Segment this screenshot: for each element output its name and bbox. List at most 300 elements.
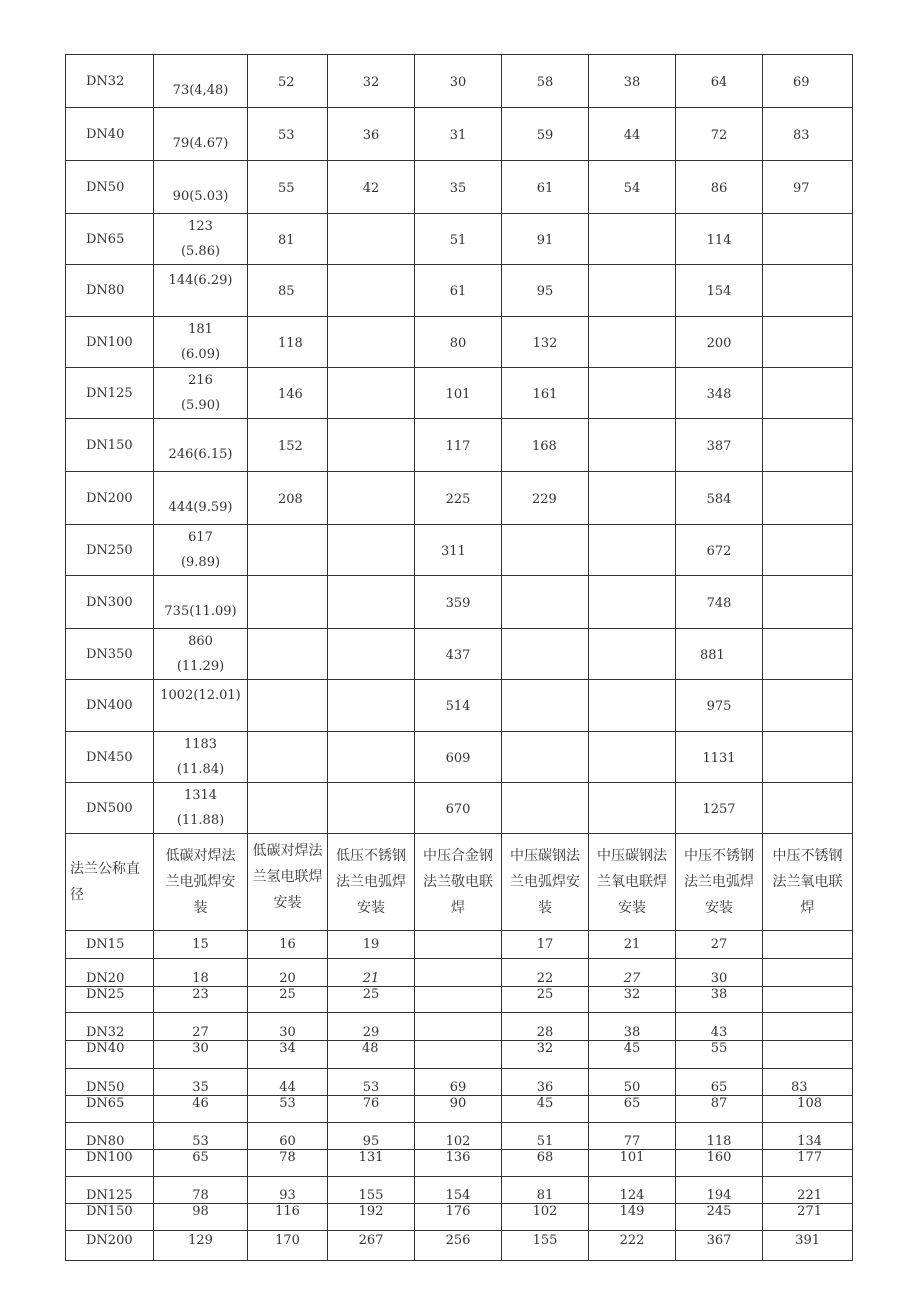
value-cell: 170 <box>248 1231 328 1261</box>
header-line: 兰电弧焊安 <box>165 874 236 890</box>
value-cell <box>328 265 415 317</box>
value-cell: 267 <box>328 1231 415 1261</box>
value-cell: 77 <box>589 1123 676 1150</box>
value-cell: 83 <box>763 108 853 161</box>
value-cell: 69 <box>415 1069 502 1096</box>
value-cell <box>154 317 248 368</box>
header-cell <box>248 834 328 931</box>
dn-cell: DN15 <box>66 931 154 959</box>
value-cell: 271 <box>763 1204 853 1231</box>
value-cell <box>502 680 589 732</box>
dn-cell: DN50 <box>66 1069 154 1096</box>
table-row <box>66 1177 853 1204</box>
header-line: 安装 <box>357 900 385 916</box>
value-cell: 1002(12.01) <box>154 680 248 732</box>
value-line: 860 <box>188 634 213 649</box>
value-cell <box>328 576 415 629</box>
value-cell: 31 <box>415 108 502 161</box>
value-cell: 246(6.15) <box>154 419 248 472</box>
value-cell: 85 <box>248 265 328 317</box>
value-cell <box>589 732 676 783</box>
header-line: 中压不锈钢 <box>684 848 754 864</box>
value-cell: 90 <box>415 1096 502 1123</box>
value-cell: 748 <box>676 576 763 629</box>
value-cell <box>502 783 589 834</box>
value-cell <box>248 629 328 680</box>
value-cell <box>763 265 853 317</box>
value-cell: 22 <box>502 959 589 987</box>
value-cell: 118 <box>676 1123 763 1150</box>
dn-cell: DN25 <box>66 987 154 1013</box>
header-line: 中压不锈钢 <box>772 848 843 864</box>
value-cell: 78 <box>154 1177 248 1204</box>
header-cell <box>763 834 853 931</box>
value-cell <box>328 317 415 368</box>
value-cell: 98 <box>154 1204 248 1231</box>
value-cell <box>763 525 853 576</box>
value-cell <box>154 783 248 834</box>
value-cell: 391 <box>763 1231 853 1261</box>
value-cell: 161 <box>502 368 589 419</box>
value-cell: 152 <box>248 419 328 472</box>
header-line: 兰氢电联焊 <box>252 869 323 885</box>
dn-cell: DN80 <box>66 1123 154 1150</box>
value-cell: 200 <box>676 317 763 368</box>
value-line: 216 <box>188 373 213 388</box>
dn-cell: DN65 <box>66 214 154 265</box>
value-cell: 34 <box>248 1041 328 1069</box>
value-line: (6.09) <box>180 347 221 362</box>
value-cell <box>589 265 676 317</box>
value-cell: 54 <box>589 161 676 214</box>
table-row <box>66 1150 853 1177</box>
value-line: 1183 <box>183 737 218 752</box>
value-cell <box>328 214 415 265</box>
value-cell <box>763 987 853 1013</box>
table-row <box>66 1041 853 1069</box>
value-line: 1314 <box>183 788 218 803</box>
value-cell: 53 <box>248 108 328 161</box>
header-line: 法兰电弧焊 <box>684 874 754 890</box>
dn-cell: DN250 <box>66 525 154 576</box>
table-row <box>66 1013 853 1041</box>
value-cell <box>763 629 853 680</box>
dn-cell: DN300 <box>66 576 154 629</box>
value-cell <box>328 419 415 472</box>
value-cell: 52 <box>248 55 328 108</box>
value-cell: 735(11.09) <box>154 576 248 629</box>
table-row <box>66 987 853 1013</box>
dn-cell: DN350 <box>66 629 154 680</box>
value-cell: 229 <box>502 472 589 525</box>
header-line: 安装 <box>618 900 646 916</box>
value-line: 617 <box>188 530 213 545</box>
column-header-row <box>66 834 853 931</box>
value-cell: 102 <box>415 1123 502 1150</box>
value-cell: 29 <box>328 1013 415 1041</box>
value-cell: 155 <box>328 1177 415 1204</box>
value-cell: 23 <box>154 987 248 1013</box>
value-cell <box>415 959 502 987</box>
value-cell <box>328 472 415 525</box>
value-cell: 975 <box>676 680 763 732</box>
table-row <box>66 525 853 576</box>
value-cell: 108 <box>763 1096 853 1123</box>
value-cell: 73(4,48) <box>154 55 248 108</box>
value-line: (5.90) <box>180 398 221 413</box>
value-cell <box>248 783 328 834</box>
value-cell <box>328 368 415 419</box>
value-cell <box>415 987 502 1013</box>
value-cell: 670 <box>415 783 502 834</box>
value-cell: 17 <box>502 931 589 959</box>
table-row <box>66 1096 853 1123</box>
value-cell <box>589 214 676 265</box>
dn-cell: DN150 <box>66 1204 154 1231</box>
value-cell: 609 <box>415 732 502 783</box>
value-cell: 116 <box>248 1204 328 1231</box>
dn-cell: DN200 <box>66 472 154 525</box>
value-cell: 208 <box>248 472 328 525</box>
flange-install-table <box>65 54 853 1261</box>
dn-cell: DN20 <box>66 959 154 987</box>
value-cell: 81 <box>502 1177 589 1204</box>
table-row <box>66 1231 853 1261</box>
value-cell <box>415 1041 502 1069</box>
value-cell: 176 <box>415 1204 502 1231</box>
value-cell: 367 <box>676 1231 763 1261</box>
value-cell: 35 <box>154 1069 248 1096</box>
value-cell: 44 <box>589 108 676 161</box>
header-line: 中压合金钢 <box>423 848 493 864</box>
value-cell: 42 <box>328 161 415 214</box>
header-line: 低碳对焊法 <box>165 848 236 864</box>
value-cell: 95 <box>328 1123 415 1150</box>
value-cell: 256 <box>415 1231 502 1261</box>
value-cell <box>248 525 328 576</box>
value-cell <box>589 680 676 732</box>
value-cell: 79(4.67) <box>154 108 248 161</box>
value-cell: 19 <box>328 931 415 959</box>
value-cell: 114 <box>676 214 763 265</box>
table-row <box>66 576 853 629</box>
value-cell <box>502 629 589 680</box>
value-cell: 16 <box>248 931 328 959</box>
value-cell <box>589 419 676 472</box>
dn-cell: DN450 <box>66 732 154 783</box>
value-cell: 101 <box>589 1150 676 1177</box>
value-cell: 1131 <box>676 732 763 783</box>
value-cell: 27 <box>676 931 763 959</box>
value-cell: 437 <box>415 629 502 680</box>
value-cell: 311 <box>415 525 502 576</box>
value-cell <box>763 680 853 732</box>
value-cell: 64 <box>676 55 763 108</box>
value-cell: 50 <box>589 1069 676 1096</box>
value-cell: 83 <box>763 1069 853 1096</box>
value-cell <box>154 214 248 265</box>
value-cell: 177 <box>763 1150 853 1177</box>
value-cell: 32 <box>328 55 415 108</box>
value-cell: 514 <box>415 680 502 732</box>
value-cell: 118 <box>248 317 328 368</box>
value-cell: 136 <box>415 1150 502 1177</box>
value-cell: 25 <box>328 987 415 1013</box>
value-cell: 25 <box>502 987 589 1013</box>
header-line: 法兰氧电联 <box>772 874 843 890</box>
value-cell: 38 <box>589 1013 676 1041</box>
value-cell: 58 <box>502 55 589 108</box>
value-cell: 21 <box>589 931 676 959</box>
value-cell: 51 <box>502 1123 589 1150</box>
value-cell: 38 <box>589 55 676 108</box>
value-line: 181 <box>188 322 213 337</box>
dn-cell: DN50 <box>66 161 154 214</box>
value-cell: 30 <box>248 1013 328 1041</box>
value-cell: 93 <box>248 1177 328 1204</box>
value-cell <box>763 368 853 419</box>
table-row <box>66 472 853 525</box>
dn-cell: DN500 <box>66 783 154 834</box>
header-cell <box>328 834 415 931</box>
header-line: 中压碳钢法 <box>597 848 667 864</box>
value-cell <box>154 368 248 419</box>
value-cell: 27 <box>154 1013 248 1041</box>
value-cell <box>589 317 676 368</box>
value-cell <box>248 732 328 783</box>
value-cell: 30 <box>154 1041 248 1069</box>
value-cell: 68 <box>502 1150 589 1177</box>
value-cell: 129 <box>154 1231 248 1261</box>
value-cell <box>763 472 853 525</box>
header-cell <box>589 834 676 931</box>
value-cell <box>328 732 415 783</box>
value-cell: 80 <box>415 317 502 368</box>
value-cell: 46 <box>154 1096 248 1123</box>
dn-cell: DN32 <box>66 55 154 108</box>
value-cell: 86 <box>676 161 763 214</box>
value-cell <box>763 576 853 629</box>
value-cell: 55 <box>248 161 328 214</box>
value-cell <box>589 629 676 680</box>
value-cell: 101 <box>415 368 502 419</box>
value-cell: 144(6.29) <box>154 265 248 317</box>
header-line: 焊 <box>451 900 465 916</box>
value-cell: 30 <box>676 959 763 987</box>
value-cell: 65 <box>676 1069 763 1096</box>
value-cell <box>589 368 676 419</box>
table-row <box>66 1123 853 1150</box>
value-cell: 95 <box>502 265 589 317</box>
value-cell: 149 <box>589 1204 676 1231</box>
header-line: 径 <box>70 887 84 903</box>
value-cell <box>763 959 853 987</box>
value-line: (11.84) <box>176 762 225 777</box>
table-row <box>66 959 853 987</box>
value-cell: 53 <box>248 1096 328 1123</box>
header-line: 焊 <box>800 900 815 916</box>
header-cell <box>415 834 502 931</box>
value-cell: 146 <box>248 368 328 419</box>
dn-cell: DN32 <box>66 1013 154 1041</box>
value-cell <box>248 680 328 732</box>
value-cell: 32 <box>589 987 676 1013</box>
value-cell: 1257 <box>676 783 763 834</box>
value-cell <box>328 783 415 834</box>
header-line: 法兰公称直 <box>70 861 140 877</box>
value-cell: 38 <box>676 987 763 1013</box>
value-cell <box>502 525 589 576</box>
value-cell <box>763 783 853 834</box>
value-cell: 45 <box>589 1041 676 1069</box>
header-line: 兰电弧焊安 <box>510 874 580 890</box>
value-cell: 87 <box>676 1096 763 1123</box>
value-cell: 61 <box>502 161 589 214</box>
value-cell: 28 <box>502 1013 589 1041</box>
header-line: 安装 <box>705 900 733 916</box>
table-row <box>66 368 853 419</box>
value-cell: 78 <box>248 1150 328 1177</box>
table-row <box>66 419 853 472</box>
value-cell <box>763 419 853 472</box>
dn-cell: DN40 <box>66 1041 154 1069</box>
value-cell <box>763 1013 853 1041</box>
value-cell: 76 <box>328 1096 415 1123</box>
value-cell: 348 <box>676 368 763 419</box>
dn-cell: DN100 <box>66 317 154 368</box>
table-row <box>66 214 853 265</box>
value-cell: 61 <box>415 265 502 317</box>
table-row <box>66 783 853 834</box>
value-cell: 154 <box>676 265 763 317</box>
value-cell <box>763 317 853 368</box>
table-row <box>66 108 853 161</box>
value-cell: 55 <box>676 1041 763 1069</box>
header-line: 低压不锈钢 <box>336 848 406 864</box>
value-cell: 225 <box>415 472 502 525</box>
value-cell: 881 <box>676 629 763 680</box>
value-cell: 222 <box>589 1231 676 1261</box>
header-cell-flange-dn <box>66 834 154 931</box>
table-row <box>66 1204 853 1231</box>
value-cell: 65 <box>154 1150 248 1177</box>
value-cell: 45 <box>502 1096 589 1123</box>
value-cell: 97 <box>763 161 853 214</box>
header-line: 法兰电弧焊 <box>336 874 406 890</box>
value-cell: 18 <box>154 959 248 987</box>
value-cell <box>415 931 502 959</box>
value-cell: 168 <box>502 419 589 472</box>
table-row <box>66 317 853 368</box>
value-line: (11.88) <box>176 813 225 828</box>
value-cell: 221 <box>763 1177 853 1204</box>
value-cell <box>415 1013 502 1041</box>
value-cell: 90(5.03) <box>154 161 248 214</box>
value-cell: 359 <box>415 576 502 629</box>
dn-cell: DN80 <box>66 265 154 317</box>
value-cell: 69 <box>763 55 853 108</box>
value-cell <box>589 472 676 525</box>
value-cell: 160 <box>676 1150 763 1177</box>
value-cell <box>328 525 415 576</box>
value-cell: 25 <box>248 987 328 1013</box>
header-line: 法兰敬电联 <box>423 874 493 890</box>
value-cell: 72 <box>676 108 763 161</box>
value-cell: 27 <box>589 959 676 987</box>
dn-cell: DN125 <box>66 1177 154 1204</box>
value-cell <box>502 576 589 629</box>
value-cell: 48 <box>328 1041 415 1069</box>
value-cell: 245 <box>676 1204 763 1231</box>
value-cell <box>763 732 853 783</box>
value-cell <box>763 214 853 265</box>
table-row <box>66 1069 853 1096</box>
value-cell: 672 <box>676 525 763 576</box>
value-cell: 81 <box>248 214 328 265</box>
value-cell: 53 <box>154 1123 248 1150</box>
value-line: (9.89) <box>180 555 221 570</box>
dn-cell: DN100 <box>66 1150 154 1177</box>
table-row <box>66 732 853 783</box>
value-cell <box>502 732 589 783</box>
value-cell <box>589 525 676 576</box>
dn-cell: DN40 <box>66 108 154 161</box>
value-cell: 154 <box>415 1177 502 1204</box>
value-cell: 131 <box>328 1150 415 1177</box>
value-cell <box>763 1041 853 1069</box>
value-cell: 444(9.59) <box>154 472 248 525</box>
value-cell: 91 <box>502 214 589 265</box>
value-cell: 584 <box>676 472 763 525</box>
header-line: 低碳对焊法 <box>252 843 323 859</box>
value-cell: 65 <box>589 1096 676 1123</box>
value-cell: 43 <box>676 1013 763 1041</box>
header-line: 装 <box>538 900 552 916</box>
header-cell <box>676 834 763 931</box>
dn-cell: DN200 <box>66 1231 154 1261</box>
header-line: 兰氧电联焊 <box>597 874 667 890</box>
value-cell: 59 <box>502 108 589 161</box>
value-cell: 194 <box>676 1177 763 1204</box>
header-cell <box>154 834 248 931</box>
value-cell: 36 <box>328 108 415 161</box>
table-row <box>66 931 853 959</box>
value-cell: 53 <box>328 1069 415 1096</box>
value-cell: 20 <box>248 959 328 987</box>
value-cell: 102 <box>502 1204 589 1231</box>
value-cell: 15 <box>154 931 248 959</box>
dn-cell: DN125 <box>66 368 154 419</box>
value-cell: 134 <box>763 1123 853 1150</box>
value-cell <box>154 732 248 783</box>
value-line: (5.86) <box>180 244 221 259</box>
value-cell: 124 <box>589 1177 676 1204</box>
value-cell: 132 <box>502 317 589 368</box>
dn-cell: DN150 <box>66 419 154 472</box>
table-row <box>66 265 853 317</box>
header-line: 安装 <box>273 895 302 911</box>
value-cell <box>763 931 853 959</box>
table-row <box>66 55 853 108</box>
value-cell: 32 <box>502 1041 589 1069</box>
value-cell: 155 <box>502 1231 589 1261</box>
value-line: 123 <box>188 219 213 234</box>
value-cell: 44 <box>248 1069 328 1096</box>
value-cell: 51 <box>415 214 502 265</box>
header-line: 中压碳钢法 <box>510 848 580 864</box>
value-cell <box>328 680 415 732</box>
value-cell <box>248 576 328 629</box>
